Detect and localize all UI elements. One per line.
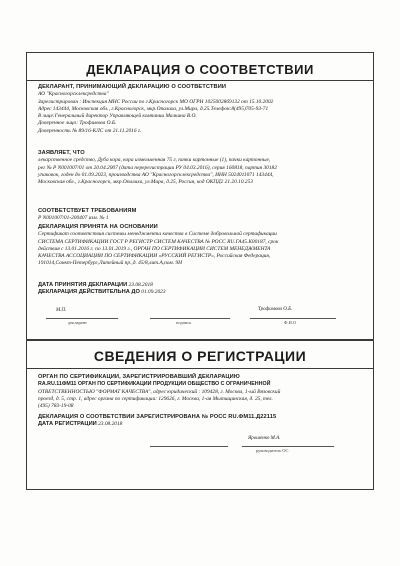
organ-heading: ОРГАН ПО СЕРТИФИКАЦИИ, ЗАРЕГИСТРИРОВАВШИЙ ДЕКЛАРАЦИЮ bbox=[38, 374, 240, 380]
head-name-line bbox=[242, 446, 334, 447]
organ-line: проезд, д. 5, стр. 1, адрес органа по сертификации: 129626, г. Москва, 1-ая Мытищинская, д. 25, тел. bbox=[38, 395, 273, 402]
registration-date: 23.08.2018 bbox=[98, 421, 123, 428]
accepted-date-label: ДАТА ПРИНЯТИЯ ДЕКЛАРАЦИИ bbox=[38, 282, 128, 288]
requirements-heading: СООТВЕТСТВУЕТ ТРЕБОВАНИЯМ bbox=[38, 208, 137, 214]
declares-line: лекарственное средство, Дуба кора, кора измельченная 75 г, пачки картонные (1), пачки картонные, bbox=[38, 157, 271, 164]
applicant-line: АО "Красногорсклексредства" bbox=[38, 91, 109, 98]
accepted-date: 23.08.2018 bbox=[128, 282, 153, 288]
basis-line: Сертификат соответствия системы менеджмента качества в Системе добровольной сертификации bbox=[38, 231, 277, 238]
head-signature-line bbox=[150, 446, 228, 447]
declarant-caption: декларант bbox=[68, 320, 87, 325]
applicant-heading: ДЕКЛАРАНТ, ПРИНИМАЮЩИЙ ДЕКЛАРАЦИЮ О СООТВЕТСТВИИ bbox=[38, 84, 227, 90]
declares-line: упаковок, годен до 01.09.2023, производства АО "Красногорсклексредства", ИНН 5024011071 143444, bbox=[38, 171, 274, 178]
head-name: Ярошенко М.А. bbox=[248, 436, 281, 441]
applicant-line: Зарегистрирован : Инспекция МНС России по г.Красногорск МО ОГРН 1025002869132 от 15.10.2002 bbox=[38, 98, 274, 105]
registration-separator-top bbox=[26, 340, 374, 341]
dates-section bbox=[38, 282, 364, 297]
requirements-section bbox=[38, 208, 364, 223]
basis-line: действия с 13.01.2016 г. по 13.01.2019 г., ОРГАН ПО СЕРТИФИКАЦИИ СИСТЕМ МЕНЕДЖМЕНТА bbox=[38, 245, 271, 252]
registration-date-label: ДАТА РЕГИСТРАЦИИ bbox=[38, 421, 97, 428]
registration-title: СВЕДЕНИЯ О РЕГИСТРАЦИИ bbox=[93, 348, 307, 364]
declaration-title: ДЕКЛАРАЦИЯ О СООТВЕТСТВИИ bbox=[86, 62, 314, 77]
declares-section bbox=[38, 150, 364, 186]
signature-line bbox=[150, 318, 230, 319]
applicant-section bbox=[38, 84, 364, 135]
registration-section bbox=[38, 414, 364, 429]
title-separator bbox=[26, 80, 374, 81]
signature-caption: подпись bbox=[176, 320, 192, 325]
declarant-name: Трофимова О.Б. bbox=[258, 307, 293, 312]
valid-until-label: ДЕКЛАРАЦИЯ ДЕЙСТВИТЕЛЬНА ДО bbox=[38, 289, 140, 296]
declares-heading: ЗАЯВЛЯЕТ, ЧТО bbox=[38, 150, 85, 156]
declarant-line bbox=[46, 318, 118, 319]
applicant-line: В лице:Генеральный директор Управляющей компании Малкина В.О. bbox=[38, 113, 197, 120]
basis-heading: ДЕКЛАРАЦИЯ ПРИНЯТА НА ОСНОВАНИИ bbox=[38, 224, 158, 230]
stamp-place-label: М.П. bbox=[56, 308, 67, 313]
basis-section bbox=[38, 224, 364, 268]
declares-line: Московская обл., г.Красногорск, мкр.Опалиха, ул.Мира, д.25, Россия, код ОКПД2 21.20.10.253 bbox=[38, 179, 253, 186]
requirements-line: Р N001007/01-200407 изм. № 1 bbox=[38, 215, 109, 222]
fio-line bbox=[250, 318, 336, 319]
applicant-line: Доверенность № 89/16-КЛС от 21.11.2016 г. bbox=[38, 127, 142, 134]
applicant-line: Адрес 143444, Московская обл., г.Красногорск, мкр.Опалиха, ул.Мира, д.25.Телефон:8(495)705-93-71 bbox=[38, 105, 269, 112]
basis-line: 191014,Санкт-Петербург,Литейный пр.,д. 45/8,лит.А,пом. 9Н bbox=[38, 260, 182, 267]
applicant-line: Доверенное лицо: Трофимова О.Б. bbox=[38, 120, 117, 127]
declares-line: рег № Р N001007/01 от 20.04.2007 (дата перерегистрации РУ 04.03.2016), серия 160818, партия 30182 bbox=[38, 164, 277, 171]
organ-line: (495) 783-19-08 bbox=[38, 403, 74, 410]
basis-line: КАЧЕСТВА АССОЦИАЦИИ ПО СЕРТИФИКАЦИИ «РУССКИЙ РЕГИСТР», Российская Федерация, bbox=[38, 253, 271, 260]
fio-caption: Ф.И.О bbox=[284, 320, 297, 325]
head-caption: руководитель ОС bbox=[256, 448, 289, 453]
valid-until-date: 01.09.2023 bbox=[141, 289, 166, 296]
organ-section bbox=[38, 374, 364, 410]
basis-line: СИСТЕМА СЕРТИФИКАЦИИ ГОСТ Р РЕГИСТР СИСТЕМ КАЧЕСТВА № РОСС RU.ГА45.К00187, срок bbox=[38, 238, 279, 245]
organ-line: ОТВЕТСТВЕННОСТЬЮ "ФОРМАТ КАЧЕСТВА", адрес юридический : 109428, г. Москва, 1-ый Вязовский bbox=[38, 388, 281, 395]
registration-title-separator bbox=[26, 368, 374, 369]
registration-number: ДЕКЛАРАЦИЯ О СООТВЕТСТВИИ ЗАРЕГИСТРИРОВАНА № РОСС RU.ФМ11.Д22115 bbox=[38, 414, 277, 420]
organ-line: RA.RU.11ФМ11 ОРГАН ПО СЕРТИФИКАЦИИ ПРОДУКЦИИ ОБЩЕСТВО С ОГРАНИЧЕННОЙ bbox=[38, 381, 271, 388]
